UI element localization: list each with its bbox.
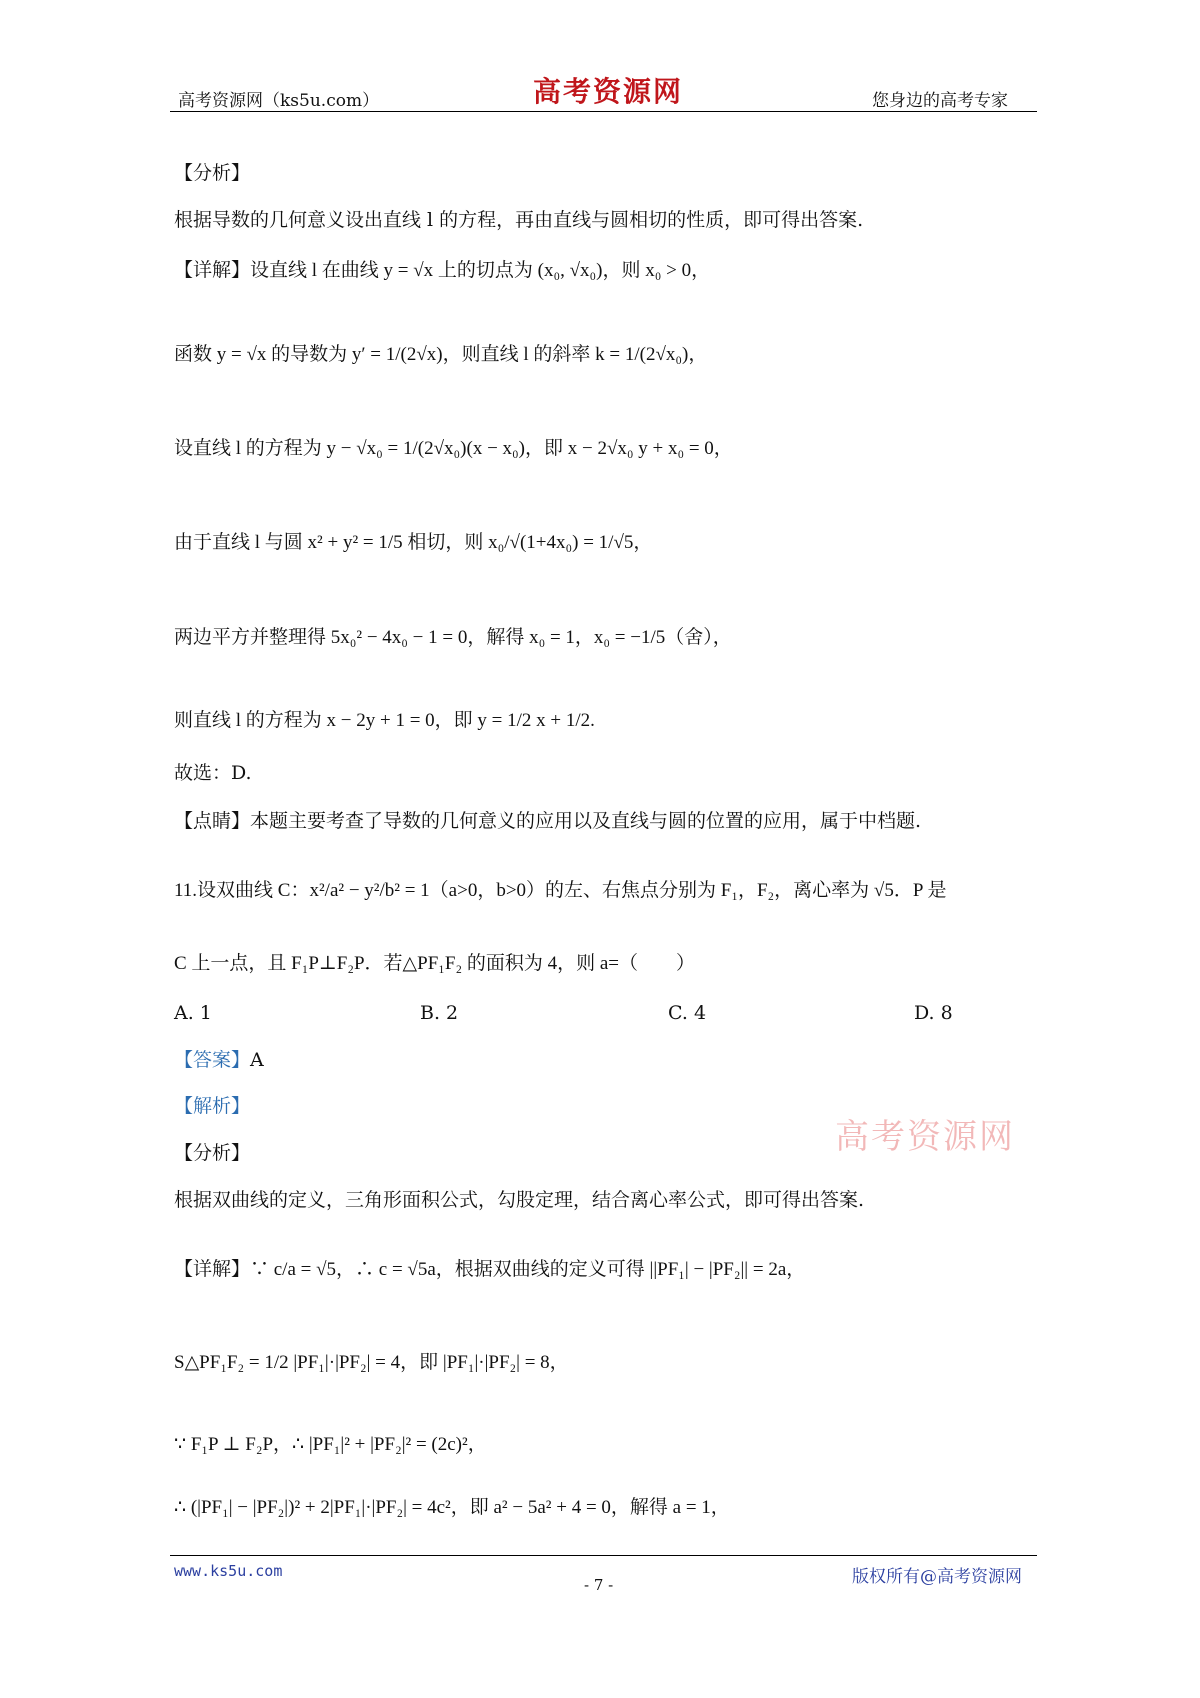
header-right-text: 您身边的高考专家: [872, 91, 1008, 111]
question-11-line-2: C 上一点，且 F₁P⊥F₂P．若△PF₁F₂ 的面积为 4，则 a=（ ）: [174, 953, 696, 974]
option-a: A. 1: [174, 1002, 212, 1024]
solution-line-4: 由于直线 l 与圆 x² + y² = 1/5 相切，则 x₀/√(1+4x₀) = 1/√5，: [174, 532, 653, 553]
footer-website-link[interactable]: www.ks5u.com: [174, 1562, 283, 1580]
answer-value: A: [250, 1049, 264, 1071]
solution-line-5: 两边平方并整理得 5x₀² − 4x₀ − 1 = 0，解得 x₀ = 1，x₀ = −1/5（舍），: [174, 627, 732, 648]
answer-row: [174, 1047, 264, 1073]
watermark: 高考资源网: [835, 1117, 1015, 1157]
solution-2-line-3: ∵ F₁P ⊥ F₂P，∴ |PF₁|² + |PF₂|² = (2c)²，: [174, 1434, 487, 1455]
header-left-text: 高考资源网（ks5u.com）: [178, 91, 380, 111]
solution-2-line-4: ∴ (|PF₁| − |PF₂|)² + 2|PF₁|·|PF₂| = 4c²，即 a² − 5a² + 4 = 0，解得 a = 1，: [174, 1497, 730, 1518]
page-number: - 7 -: [584, 1576, 614, 1594]
footer-divider: [170, 1555, 1037, 1556]
choice-statement: 故选：D.: [174, 762, 252, 784]
analysis-2-text: 根据双曲线的定义，三角形面积公式，勾股定理，结合离心率公式，即可得出答案.: [174, 1189, 865, 1211]
remark-text: 【点睛】本题主要考查了导数的几何意义的应用以及直线与圆的位置的应用，属于中档题.: [174, 810, 922, 832]
solution-line-2: 函数 y = √x 的导数为 y′ = 1/(2√x)，则直线 l 的斜率 k = 1/(2√x₀)，: [174, 344, 708, 365]
solution-line-1: 【详解】设直线 l 在曲线 y = √x 上的切点为 (x₀, √x₀)，则 x₀ > 0，: [174, 260, 711, 281]
option-b: B. 2: [420, 1002, 459, 1024]
solution-2-line-2: S△PF₁F₂ = 1/2 |PF₁|·|PF₂| = 4，即 |PF₁|·|PF₂| = 8，: [174, 1352, 569, 1373]
question-11-line-1: 11.设双曲线 C：x²/a² − y²/b² = 1（a>0，b>0）的左、右焦点分别为 F₁，F₂，离心率为 √5．P 是: [174, 880, 947, 901]
analysis-2-heading: 【分析】: [174, 1142, 251, 1164]
analysis-heading: 【分析】: [174, 162, 251, 184]
solution-2-line-1: 【详解】∵ c/a = √5，∴ c = √5a，根据双曲线的定义可得 ||PF₁| − |PF₂|| = 2a，: [174, 1259, 806, 1280]
option-c: C. 4: [668, 1002, 707, 1024]
header-logo: 高考资源网: [533, 75, 684, 108]
option-d: D. 8: [914, 1002, 953, 1024]
solution-line-3: 设直线 l 的方程为 y − √x₀ = 1/(2√x₀)(x − x₀)，即 x − 2√x₀ y + x₀ = 0，: [174, 438, 733, 459]
explanation-heading: 【解析】: [174, 1095, 251, 1117]
analysis-text: 根据导数的几何意义设出直线 l 的方程，再由直线与圆相切的性质，即可得出答案.: [174, 209, 864, 231]
solution-line-6: 则直线 l 的方程为 x − 2y + 1 = 0，即 y = 1/2 x + 1/2.: [174, 710, 595, 731]
options-row: [174, 1000, 994, 1026]
footer-copyright: 版权所有@高考资源网: [852, 1567, 1022, 1587]
answer-label: 【答案】: [174, 1049, 251, 1071]
header-divider: [170, 111, 1037, 112]
